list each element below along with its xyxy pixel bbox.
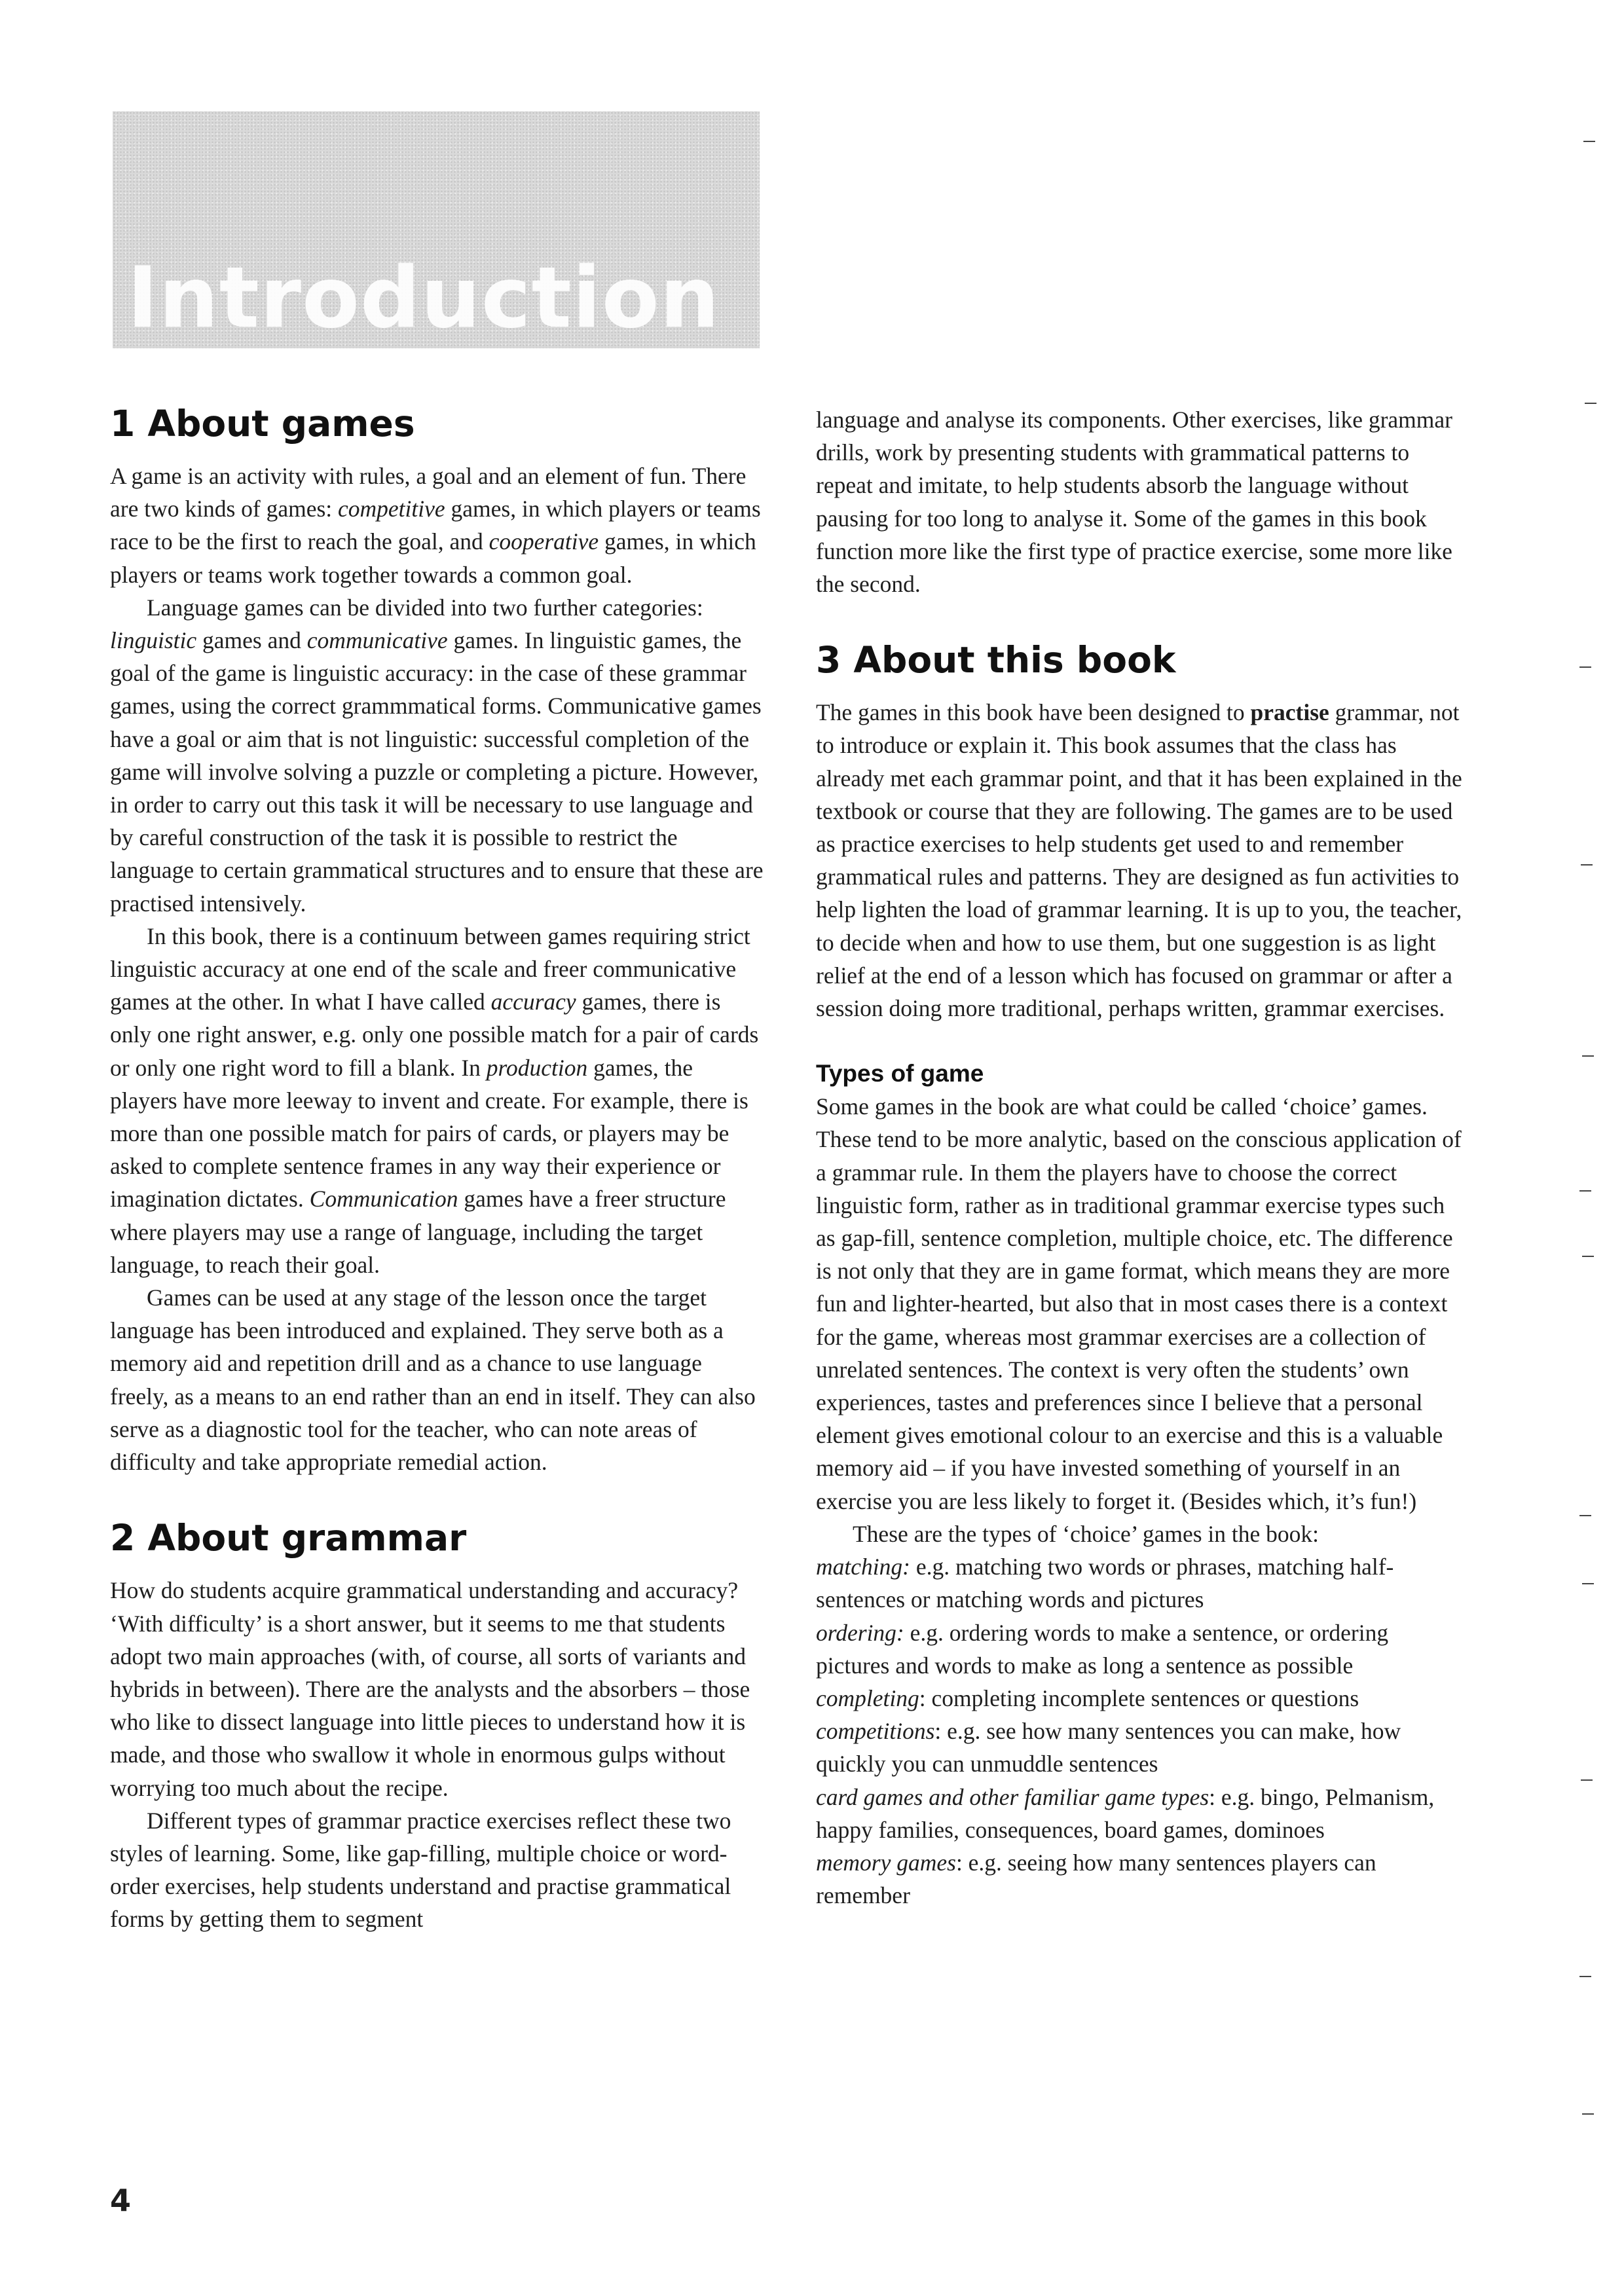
paragraph [816, 696, 1464, 1025]
text: grammar, not to introduce or explain it. This book assumes that the class has already met each grammar point, and that it has been explained in the textbook or course that they are following. The games are to be used as practice exercises to help students get used to and remember grammatical rules and patterns. They are designed as fun activities to help lighten the load of grammar learning. It is up to you, the teacher, to decide when and how to use them, but one suggestion is as light relief at the end of a lesson which has focused on grammar or after a session doing more traditional, perhaps written, grammar exercises. [816, 699, 1462, 1022]
section-heading-about-grammar: 2 About grammar [110, 1517, 467, 1559]
emphasis: accuracy [490, 989, 576, 1015]
text: e.g. matching two words or phrases, matching half-sentences or matching words and pictures [816, 1554, 1394, 1613]
list-item [816, 1846, 1464, 1912]
term: ordering: [816, 1619, 904, 1646]
scan-edge-mark [1579, 1976, 1591, 1977]
section-heading-about-games: 1 About games [110, 403, 415, 445]
right-column [816, 403, 1464, 1912]
paragraph: language and analyse its components. Other exercises, like grammar drills, work by presenting students with grammatical patterns to repeat and imitate, to help students absorb the language without pausing for too long to analyse it. Some of the games in this book function more like the first type of practice exercise, some more like the second. [816, 407, 1452, 598]
list-item [816, 1715, 1464, 1780]
text: games, the players have more leeway to invent and create. For example, there is more than one possible match for pairs of cards, or players may be asked to complete sentence frames in any way their experience or imagination dictates. [110, 1054, 748, 1212]
paragraph [110, 920, 765, 1281]
term: matching: [816, 1554, 910, 1580]
term: card games and other familiar game types [816, 1783, 1209, 1810]
list-item [816, 1550, 1464, 1616]
text: In this book, there is a continuum between games requiring strict linguistic accuracy at one end of the scale and freer communicative games at the other. In what I have called [110, 922, 750, 1015]
paragraph [110, 460, 765, 591]
scan-edge-mark [1582, 1256, 1594, 1257]
term: memory games [816, 1849, 956, 1876]
text: games have a freer structure where players may use a range of language, including the target language, to reach their goal. [110, 1186, 726, 1278]
scan-edge-mark [1585, 403, 1596, 404]
text: games and [196, 627, 307, 654]
scan-edge-mark [1582, 2113, 1594, 2115]
text: : e.g. see how many sentences you can make, how quickly you can unmuddle sentences [816, 1718, 1401, 1777]
paragraph: Games can be used at any stage of the lesson once the target language has been introduced and explained. They serve both as a memory aid and repetition drill and as a chance to use language freely, as a means to an end rather than an end in itself. They can also serve as a diagnostic tool for the teacher, who can note areas of difficulty and take appropriate remedial action. [110, 1285, 756, 1476]
left-column [110, 401, 765, 1936]
chapter-title: Introduction [127, 249, 720, 347]
introduction-banner [113, 111, 760, 348]
emphasis: cooperative [489, 528, 599, 555]
paragraph [110, 591, 765, 920]
paragraph: These are the types of ‘choice’ games in the book: [853, 1520, 1320, 1547]
list-item [816, 1616, 1464, 1682]
text: games. In linguistic games, the goal of the game is linguistic accuracy: in the case of these grammar games, using the correct grammmatical forms. Communicative games have a goal or aim that is not linguistic: successful completion of the game will involve solving a puzzle or completing a picture. However, in order to carry out this task it will be necessary to use language and by careful construction of the task it is possible to restrict the language to certain grammatical structures and to ensure that these are practised intensively. [110, 627, 764, 917]
list-item [816, 1781, 1464, 1846]
text: A game is an activity with rules, a goal and an element of fun. There are two kinds of games: [110, 463, 747, 522]
scan-edge-mark [1583, 141, 1595, 142]
emphasis: communicative [306, 627, 448, 654]
text: The games in this book have been designed to [816, 699, 1251, 726]
paragraph: How do students acquire grammatical understanding and accuracy? ‘With difficulty’ is a short answer, but it seems to me that students adopt two main approaches (with, of course, all sorts of variants and hybrids in between). There are the analysts and the absorbers – those who like to dissect language into little pieces to understand how it is made, and those who swallow it whole in enormous gulps without worrying too much about the recipe. [110, 1577, 750, 1801]
paragraph: Some games in the book are what could be called ‘choice’ games. These tend to be more analytic, based on the conscious application of a grammar rule. In them the players have to choose the correct linguistic form, rather as in traditional grammar exercise types such as gap-fill, sentence completion, multiple choice, etc. The difference is not only that they are in game format, which means they are more fun and lighter-hearted, but also that in most cases there is a context for the game, whereas most grammar exercises are a collection of unrelated sentences. The context is very often the students’ own experiences, tastes and preferences since I believe that a personal element gives emotional colour to an exercise and this is a valuable memory aid – if you have invested something of yourself in an exercise you are less likely to forget it. (Besides which, it’s fun!) [816, 1093, 1462, 1514]
text: games, in which players or teams race to be the first to reach the goal, and [110, 496, 761, 555]
text: e.g. ordering words to make a sentence, or ordering pictures and words to make as long a sentence as possible [816, 1619, 1389, 1679]
bold-term: practise [1250, 699, 1329, 726]
scan-edge-mark [1582, 1583, 1594, 1584]
section-heading-about-this-book: 3 About this book [816, 639, 1176, 682]
text: games, in which players or teams work together towards a common goal. [110, 528, 756, 588]
scan-edge-mark [1582, 1055, 1594, 1057]
emphasis: production [486, 1054, 588, 1081]
paragraph: Different types of grammar practice exercises reflect these two styles of learning. Some, like gap-filling, multiple choice or word-order exercises, help students understand and practise grammatical forms by getting them to segment [110, 1807, 731, 1933]
text: games, there is only one right answer, e.g. only one possible match for a pair of cards or only one right word to fill a blank. In [110, 989, 759, 1081]
text: : e.g. seeing how many sentences players can remember [816, 1849, 1376, 1909]
scan-edge-mark [1579, 1515, 1591, 1516]
scan-edge-mark [1579, 1190, 1591, 1192]
term: competitions [816, 1718, 935, 1745]
term: completing [816, 1685, 919, 1711]
emphasis: linguistic [110, 627, 197, 654]
list-item [816, 1682, 1464, 1715]
scan-edge-mark [1581, 864, 1593, 866]
text: : completing incomplete sentences or questions [919, 1685, 1359, 1711]
text: : e.g. bingo, Pelmanism, happy families, consequences, board games, dominoes [816, 1783, 1435, 1843]
emphasis: competitive [338, 496, 445, 522]
emphasis: Communication [309, 1186, 458, 1212]
page-number: 4 [110, 2183, 132, 2218]
sub-heading-types-of-game: Types of game [816, 1060, 984, 1087]
text: Language games can be divided into two further categories: [147, 594, 703, 621]
scan-edge-mark [1579, 666, 1591, 668]
scan-edge-mark [1581, 1779, 1593, 1781]
